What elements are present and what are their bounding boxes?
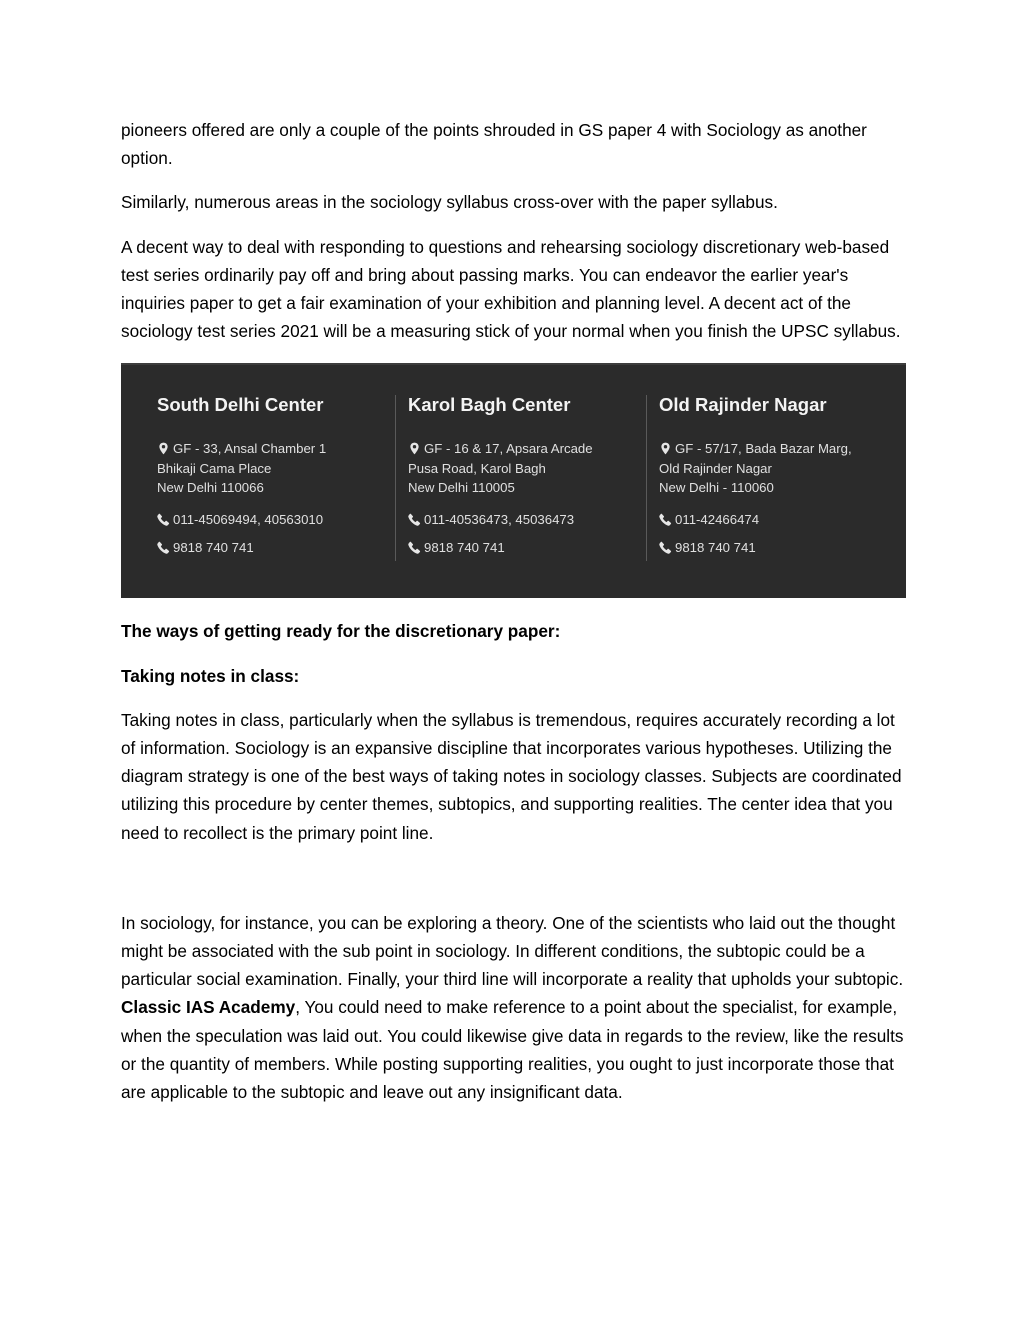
address-line: New Delhi 110066 [157, 480, 264, 496]
phone-icon [157, 513, 170, 526]
address-line: GF - 57/17, Bada Bazar Marg, [659, 439, 852, 459]
map-marker-icon [659, 442, 672, 455]
center-phones [659, 506, 759, 562]
phone-line: 9818 740 741 [157, 534, 323, 562]
address-line: Old Rajinder Nagar [659, 460, 772, 476]
phone-line: 011-40536473, 45036473 [408, 506, 574, 534]
document-page [121, 116, 906, 1106]
center-address [659, 439, 852, 498]
center-old-rajinder-nagar [659, 365, 910, 598]
center-address [408, 439, 593, 498]
phone-line: 9818 740 741 [659, 534, 759, 562]
phone-line: 9818 740 741 [408, 534, 574, 562]
center-title: Old Rajinder Nagar [659, 394, 827, 416]
paragraph-syllabus-overlap: Similarly, numerous areas in the sociology syllabus cross-over with the paper syllabus. [121, 192, 778, 213]
address-line: Pusa Road, Karol Bagh [408, 460, 546, 476]
phone-icon [157, 541, 170, 554]
center-karol-bagh [408, 365, 659, 598]
center-title: Karol Bagh Center [408, 394, 571, 416]
center-address [157, 439, 326, 498]
map-marker-icon [157, 442, 170, 455]
phone-icon [659, 541, 672, 554]
center-phones [408, 506, 574, 562]
address-line: Bhikaji Cama Place [157, 460, 272, 476]
heading-ways: The ways of getting ready for the discretionary paper: [121, 621, 561, 642]
center-phones [157, 506, 323, 562]
center-south-delhi [157, 365, 408, 598]
phone-line: 011-42466474 [659, 506, 759, 534]
address-line: New Delhi 110005 [408, 480, 515, 496]
phone-line: 011-45069494, 40563010 [157, 506, 323, 534]
map-marker-icon [408, 442, 421, 455]
address-line: GF - 16 & 17, Apsara Arcade [408, 439, 593, 459]
heading-taking-notes: Taking notes in class: [121, 665, 300, 686]
paragraph-test-series: A decent way to deal with responding to questions and rehearsing sociology discretionary web-based test series ordinarily pay off and bring about passing marks. You can endeavor the earlier year's inquiries paper to get a fair examination of your exhibition and planning level. A decent act of the sociology test series 2021 will be a measuring stick of your normal when you finish the UPSC syllabus. [121, 236, 901, 342]
center-title: South Delhi Center [157, 394, 324, 416]
address-line: GF - 33, Ansal Chamber 1 [157, 439, 326, 459]
phone-icon [659, 513, 672, 526]
academy-name: Classic IAS Academy [121, 997, 296, 1018]
paragraph-intro: pioneers offered are only a couple of the points shrouded in GS paper 4 with Sociology as another option. [121, 120, 867, 169]
phone-icon [408, 513, 421, 526]
paragraph-taking-notes: Taking notes in class, particularly when the syllabus is tremendous, requires accurately recording a lot of information. Sociology is an expansive discipline that incorporates various hypotheses. Utilizing the diagram strategy is one of the best ways of taking notes in sociology classes. Subjects are coordinated utilizing this procedure by center themes, subtopics, and supporting realities. The center idea that you need to recollect is the primary point line. [121, 709, 902, 843]
paragraph-sociology-example: In sociology, for instance, you can be exploring a theory. One of the scientists who laid out the thought might be associated with the sub point in sociology. In different conditions, the subtopic could be a particular social examination. Finally, your third line will incorporate a reality that upholds your subtopic. Classic IAS Academy, You could need to make reference to a point about the specialist, for example, when the speculation was laid out. You could likewise give data in regards to the review, like the results or the quantity of members. While posting supporting realities, you ought to just incorporate those that are applicable to the subtopic and leave out any insignificant data. [121, 912, 904, 1103]
phone-icon [408, 541, 421, 554]
address-line: New Delhi - 110060 [659, 480, 774, 496]
centers-banner [121, 363, 906, 598]
